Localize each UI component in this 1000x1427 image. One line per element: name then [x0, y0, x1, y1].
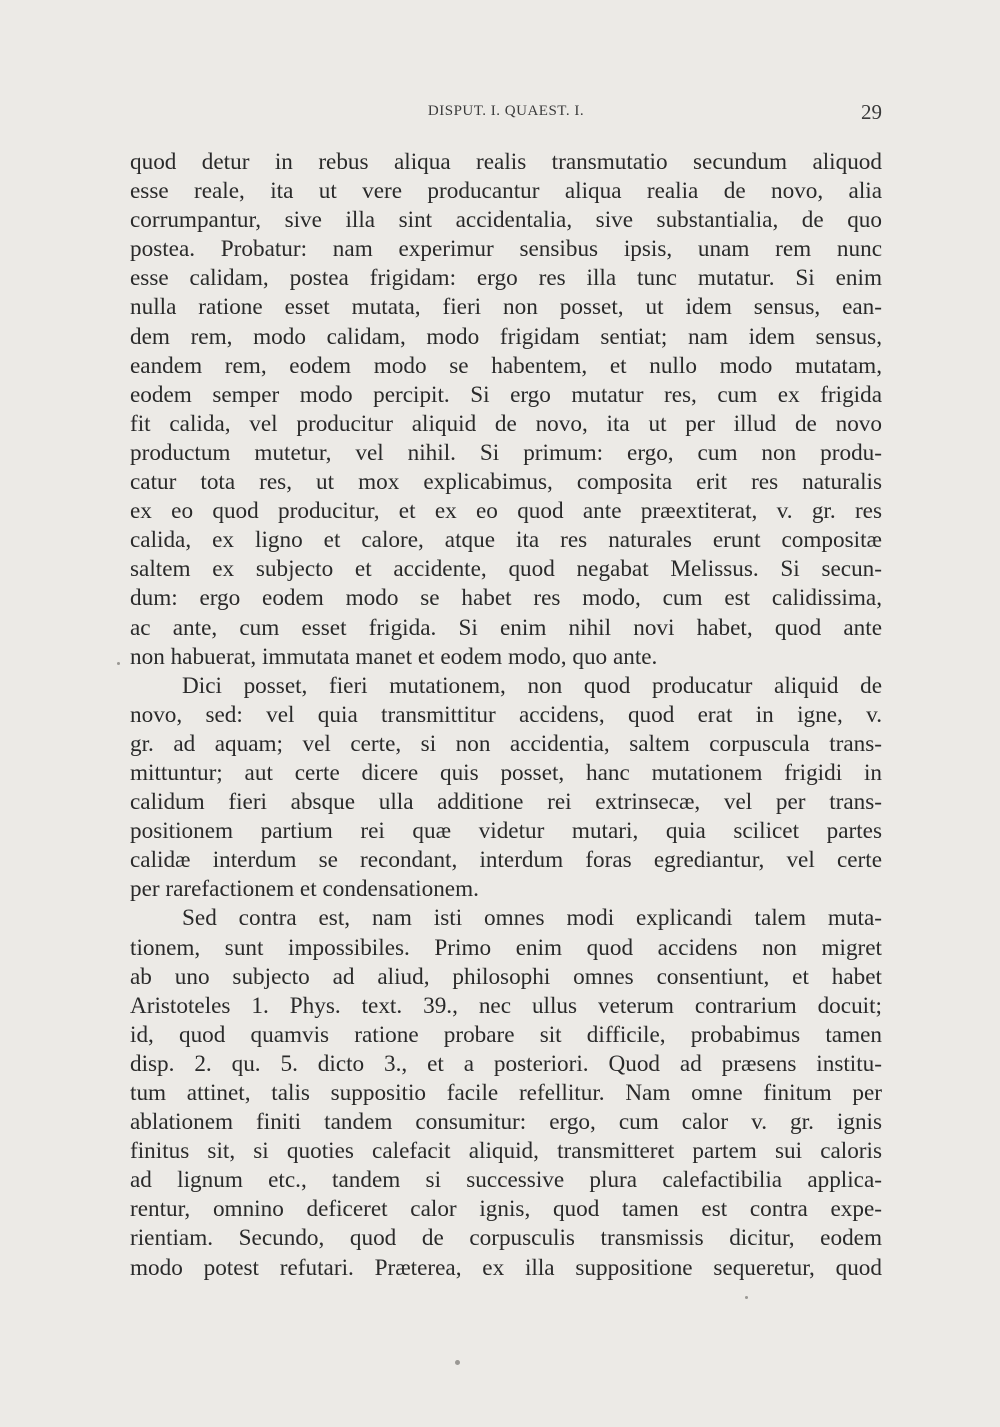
text-line: calidæ interdum se recondant, interdum foras egrediantur, vel certe — [130, 847, 882, 874]
text-line: Sed contra est, nam isti omnes modi explicandi talem muta- — [182, 905, 882, 932]
text-line: non habuerat, immutata manet et eodem modo, quo ante. — [130, 643, 658, 670]
text-line: dem rem, modo calidam, modo frigidam sentiat; nam idem sensus, — [130, 323, 882, 350]
text-line: esse calidam, postea frigidam: ergo res illa tunc mutatur. Si enim — [130, 265, 882, 292]
text-line: finitus sit, si quoties calefacit aliquid, transmitteret partem sui caloris — [130, 1138, 882, 1165]
text-line: tum attinet, talis suppositio facile refellitur. Nam omne finitum per — [130, 1080, 882, 1106]
ink-speck — [455, 1360, 460, 1365]
text-line: eandem rem, eodem modo se habentem, et nullo modo mutatam, — [130, 352, 882, 379]
text-line: positionem partium rei quæ videtur mutari, quia scilicet partes — [130, 818, 882, 845]
text-line: mittuntur; aut certe dicere quis posset, hanc mutationem frigidi in — [130, 759, 882, 786]
text-line: ad lignum etc., tandem si successive plura calefactibilia applica- — [130, 1167, 882, 1194]
text-line: saltem ex subjecto et accidente, quod negabat Melissus. Si secun- — [130, 556, 882, 583]
text-line: tionem, sunt impossibiles. Primo enim quod accidens non migret — [130, 934, 882, 961]
page-number: 29 — [861, 100, 882, 124]
text-line: Aristoteles 1. Phys. text. 39., nec ullus veterum contrarium docuit; — [130, 992, 882, 1019]
text-line: postea. Probatur: nam experimur sensibus ipsis, unam rem nunc — [130, 236, 882, 263]
ink-speck — [745, 1296, 748, 1299]
text-line: catur tota res, ut mox explicabimus, composita erit res naturalis — [130, 469, 882, 496]
body-text — [130, 148, 882, 1283]
text-line: corrumpantur, sive illa sint accidentalia, sive substantialia, de quo — [130, 207, 882, 234]
text-line: ac ante, cum esset frigida. Si enim nihil novi habet, quod ante — [130, 614, 882, 641]
text-line: rientiam. Secundo, quod de corpusculis transmissis dicitur, eodem — [130, 1225, 882, 1252]
text-line: ablationem finiti tandem consumitur: ergo, cum calor v. gr. ignis — [130, 1109, 882, 1136]
text-line: calida, ex ligno et calore, atque ita res naturales erunt compositæ — [130, 527, 882, 554]
running-title: DISPUT. I. QUAEST. I. — [427, 103, 585, 119]
text-line: ab uno subjecto ad aliud, philosophi omnes consentiunt, et habet — [130, 963, 882, 990]
text-line: id, quod quamvis ratione probare sit difficile, probabimus tamen — [130, 1021, 882, 1048]
text-line: novo, sed: vel quia transmittitur accidens, quod erat in igne, v. — [130, 701, 882, 728]
text-line: fit calida, vel producitur aliquid de novo, ita ut per illud de novo — [130, 410, 882, 437]
text-line: disp. 2. qu. 5. dicto 3., et a posteriori. Quod ad præsens institu- — [130, 1050, 882, 1077]
text-line: quod detur in rebus aliqua realis transmutatio secundum aliquod — [130, 149, 882, 175]
text-line: esse reale, ita ut vere producantur aliqua realia de novo, alia — [130, 178, 882, 205]
text-line: calidum fieri absque ulla additione rei extrinsecæ, vel per trans- — [130, 789, 882, 816]
text-line: ex eo quod producitur, et ex eo quod ante præextiterat, v. gr. res — [130, 498, 882, 525]
text-line: dum: ergo eodem modo se habet res modo, cum est calidissima, — [130, 585, 882, 612]
text-line: per rarefactionem et condensationem. — [130, 876, 479, 903]
text-line: productum mutetur, vel nihil. Si primum: ergo, cum non produ- — [130, 439, 882, 466]
text-line: gr. ad aquam; vel certe, si non accidentia, saltem corpuscula trans- — [130, 730, 882, 757]
ink-speck — [117, 662, 120, 665]
text-line: modo potest refutari. Præterea, ex illa suppositione sequeretur, quod — [130, 1254, 882, 1281]
text-line: rentur, omnino deficeret calor ignis, quod tamen est contra expe- — [130, 1196, 882, 1223]
text-line: Dici posset, fieri mutationem, non quod producatur aliquid de — [182, 672, 882, 699]
running-head — [130, 100, 882, 130]
text-line: eodem semper modo percipit. Si ergo mutatur res, cum ex frigida — [130, 381, 882, 408]
text-line: nulla ratione esset mutata, fieri non posset, ut idem sensus, ean- — [130, 294, 882, 321]
